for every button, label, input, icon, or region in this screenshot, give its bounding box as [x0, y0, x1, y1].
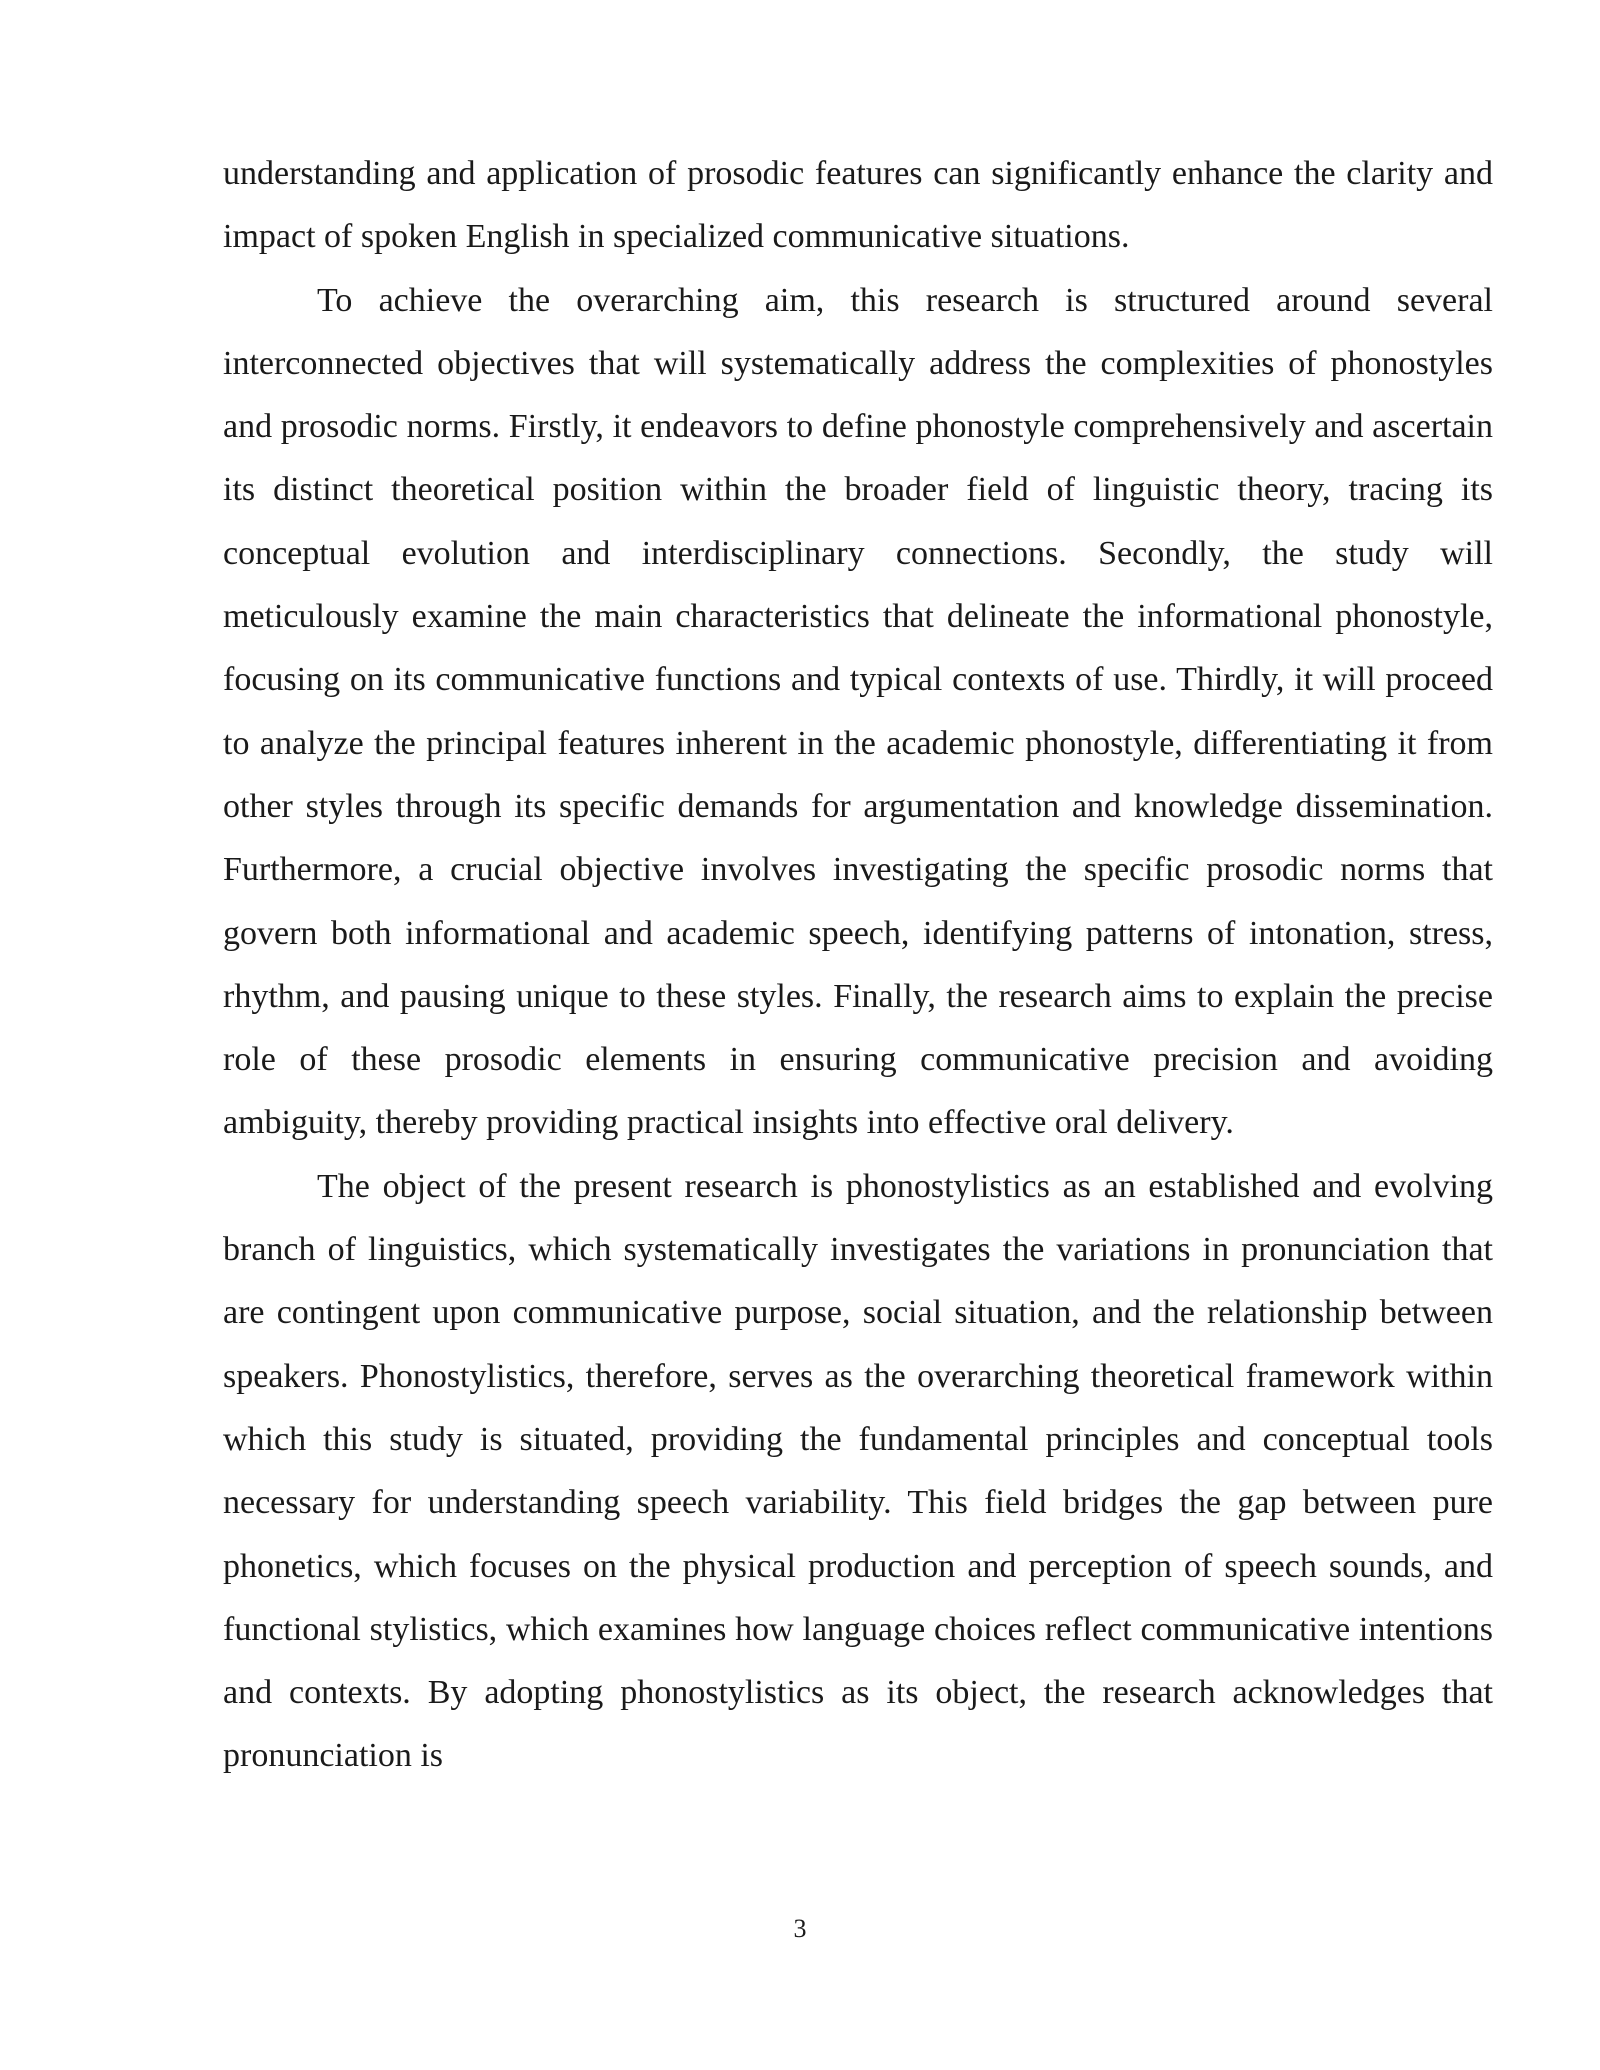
body-text	[223, 142, 1493, 1788]
paragraph-objectives: To achieve the overarching aim, this research is structured around several interconnected objectives that will systematically address the complexities of phonostyles and prosodic norms. Firstly, it endeavors to define phonostyle comprehensively and ascertain its distinct theoretical position within the broader field of linguistic theory, tracing its conceptual evolution and interdisciplinary connections. Secondly, the study will meticulously examine the main characteristics that delineate the informational phonostyle, focusing on its communicative functions and typical contexts of use. Thirdly, it will proceed to analyze the principal features inherent in the academic phonostyle, differentiating it from other styles through its specific demands for argumentation and knowledge dissemination. Furthermore, a crucial objective involves investigating the specific prosodic norms that govern both informational and academic speech, identifying patterns of intonation, stress, rhythm, and pausing unique to these styles. Finally, the research aims to explain the precise role of these prosodic elements in ensuring communicative precision and avoiding ambiguity, thereby providing practical insights into effective oral delivery.	[223, 281, 1493, 1142]
page-number: 3	[793, 1914, 807, 1943]
paragraph-continuation: understanding and application of prosodic features can significantly enhance the clarity and impact of spoken English in specialized communicative situations.	[223, 155, 1493, 256]
paragraph-object-of-research: The object of the present research is phonostylistics as an established and evolving branch of linguistics, which systematically investigates the variations in pronunciation that are contingent upon communicative purpose, social situation, and the relationship between speakers. Phonostylistics, therefore, serves as the overarching theoretical framework within which this study is situated, providing the fundamental principles and conceptual tools necessary for understanding speech variability. This field bridges the gap between pure phonetics, which focuses on the physical production and perception of speech sounds, and functional stylistics, which examines how language choices reflect communicative intentions and contexts. By adopting phonostylistics as its object, the research acknowledges that pronunciation is	[223, 1167, 1493, 1775]
